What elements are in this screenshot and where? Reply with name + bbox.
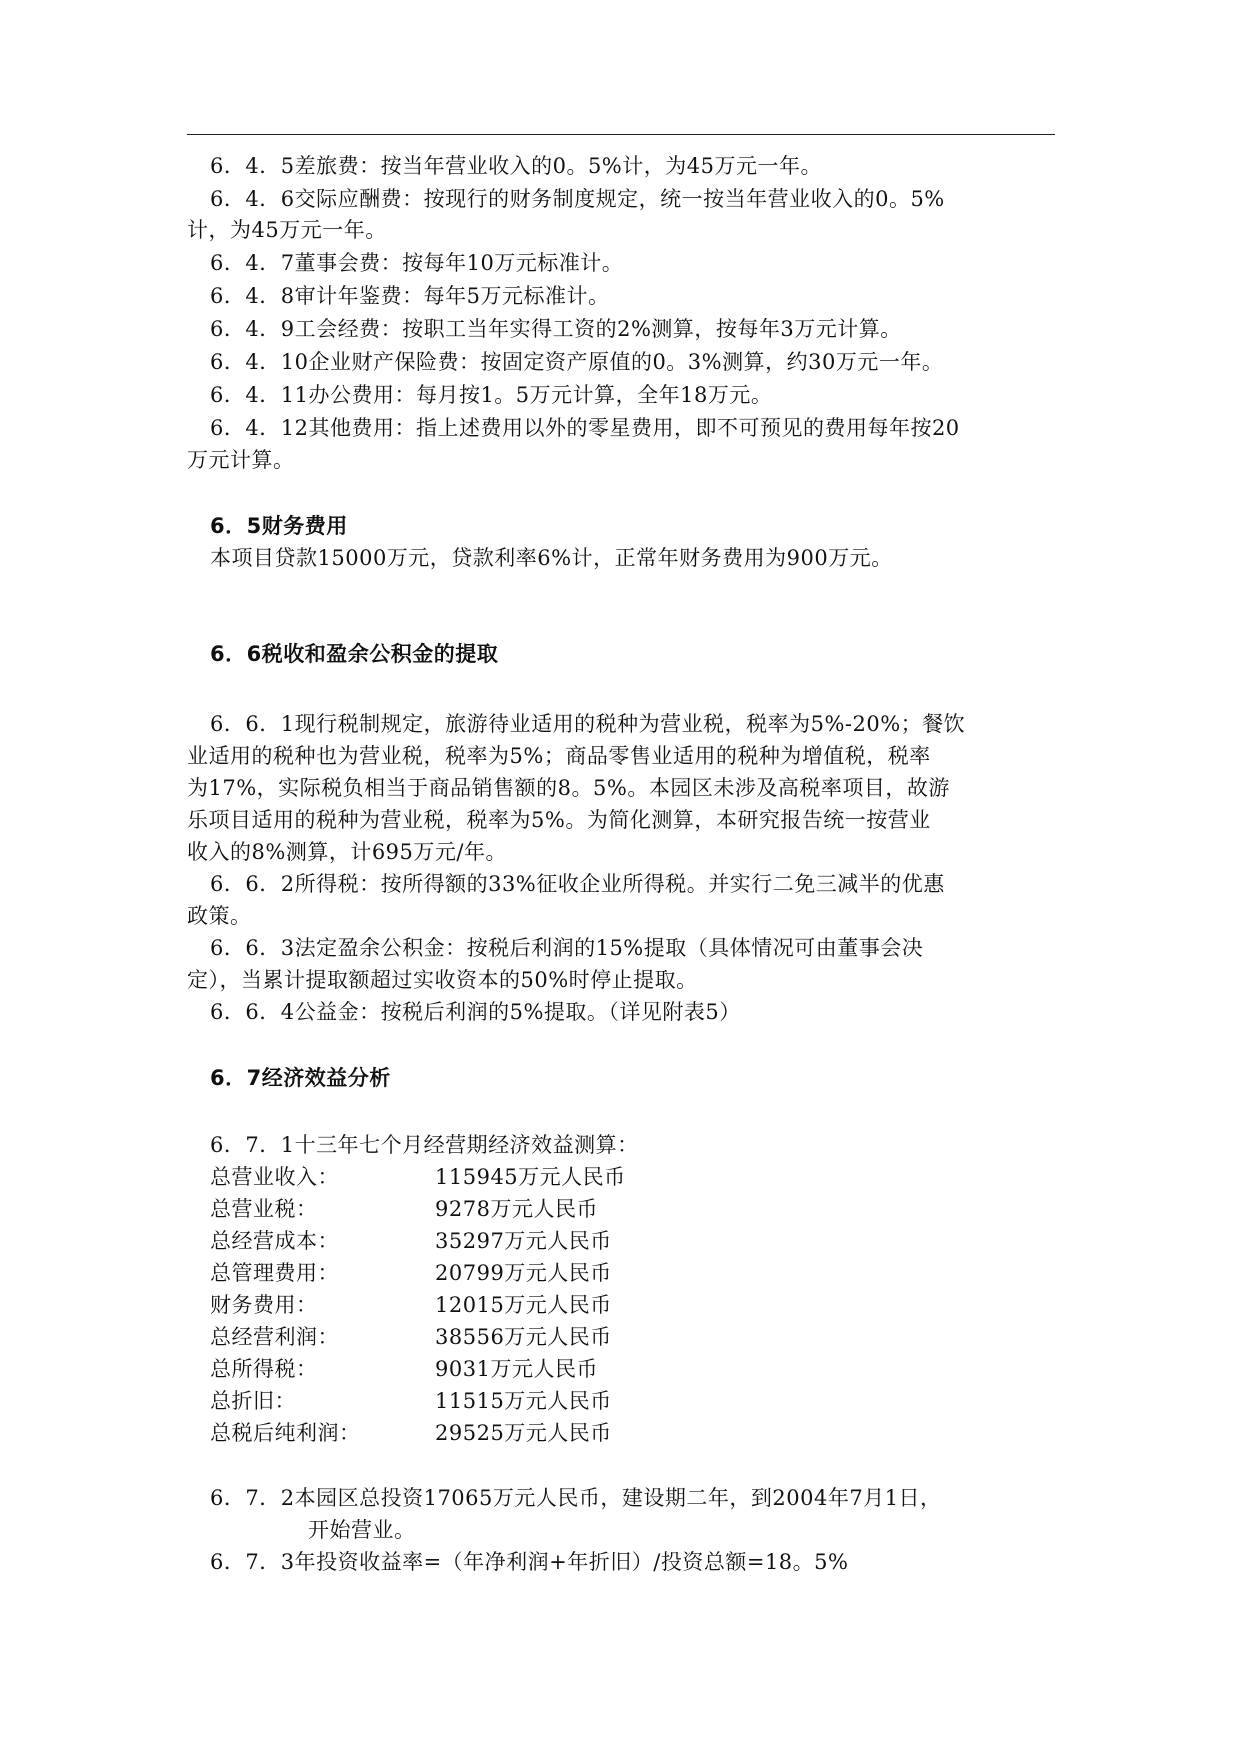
- item-6-4-11: 6．4．11办公费用：每月按1。5万元计算，全年18万元。: [210, 383, 773, 407]
- metric-label: 总折旧：: [210, 1389, 296, 1413]
- item-6-6-1: 6．6．1现行税制规定，旅游待业适用的税种为营业税，税率为5%-20%；餐饮: [210, 712, 966, 736]
- item-6-7-2: 6．7．2本园区总投资17065万元人民币，建设期二年，到2004年7月1日，: [210, 1486, 942, 1510]
- item-6-6-1-cont: 乐项目适用的税种为营业税，税率为5%。为简化测算，本研究报告统一按营业: [187, 808, 931, 832]
- item-6-6-1-cont: 收入的8%测算，计695万元/年。: [187, 840, 507, 864]
- metric-label: 总税后纯利润：: [210, 1421, 361, 1445]
- item-6-4-6: 6．4．6交际应酬费：按现行的财务制度规定，统一按当年营业收入的0。5%: [210, 187, 945, 211]
- metric-label: 财务费用：: [210, 1293, 318, 1317]
- item-6-6-3: 6．6．3法定盈余公积金：按税后利润的15%提取（具体情况可由董事会决: [210, 936, 924, 960]
- item-6-6-1-cont: 业适用的税种也为营业税，税率为5%；商品零售业适用的税种为增值税，税率: [187, 744, 931, 768]
- item-6-4-10: 6．4．10企业财产保险费：按固定资产原值的0。3%测算，约30万元一年。: [210, 350, 944, 374]
- heading-6-7: 6．7经济效益分析: [210, 1066, 391, 1090]
- metric-label: 总经营成本：: [210, 1229, 339, 1253]
- metric-value: 29525万元人民币: [435, 1421, 612, 1445]
- metric-value: 115945万元人民币: [435, 1165, 626, 1189]
- item-6-7-1: 6．7．1十三年七个月经营期经济效益测算：: [210, 1133, 639, 1157]
- metric-value: 20799万元人民币: [435, 1261, 612, 1285]
- item-6-6-4: 6．6．4公益金：按税后利润的5%提取。（详见附表5）: [210, 1000, 741, 1024]
- item-6-7-2-cont: 开始营业。: [308, 1518, 416, 1542]
- para-6-5: 本项目贷款15000万元，贷款利率6%计，正常年财务费用为900万元。: [210, 546, 893, 570]
- metric-value: 11515万元人民币: [435, 1389, 612, 1413]
- item-6-4-7: 6．4．7董事会费：按每年10万元标准计。: [210, 251, 624, 275]
- item-6-4-12: 6．4．12其他费用：指上述费用以外的零星费用，即不可预见的费用每年按20: [210, 416, 960, 440]
- item-6-4-5: 6．4．5差旅费：按当年营业收入的0。5%计，为45万元一年。: [210, 154, 822, 178]
- item-6-6-1-cont: 为17%，实际税负相当于商品销售额的8。5%。本园区未涉及高税率项目，故游: [187, 776, 950, 800]
- metric-label: 总管理费用：: [210, 1261, 339, 1285]
- item-6-4-9: 6．4．9工会经费：按职工当年实得工资的2%测算，按每年3万元计算。: [210, 317, 902, 341]
- item-6-4-8: 6．4．8审计年鉴费：每年5万元标准计。: [210, 284, 610, 308]
- item-6-4-6-cont: 计，为45万元一年。: [187, 218, 387, 242]
- metric-label: 总营业收入：: [210, 1165, 339, 1189]
- heading-6-6: 6．6税收和盈余公积金的提取: [210, 642, 499, 666]
- heading-6-5: 6．5财务费用: [210, 514, 348, 538]
- item-6-6-2-cont: 政策。: [187, 904, 252, 928]
- header-rule: [187, 134, 1055, 135]
- item-6-4-12-cont: 万元计算。: [187, 448, 295, 472]
- metric-label: 总经营利润：: [210, 1325, 339, 1349]
- metric-value: 38556万元人民币: [435, 1325, 612, 1349]
- metric-value: 9278万元人民币: [435, 1197, 598, 1221]
- metric-value: 35297万元人民币: [435, 1229, 612, 1253]
- item-6-6-3-cont: 定），当累计提取额超过实收资本的50%时停止提取。: [187, 968, 698, 992]
- item-6-6-2: 6．6．2所得税：按所得额的33%征收企业所得税。并实行二免三减半的优惠: [210, 872, 945, 896]
- metric-value: 9031万元人民币: [435, 1357, 598, 1381]
- metric-label: 总所得税：: [210, 1357, 318, 1381]
- metric-label: 总营业税：: [210, 1197, 318, 1221]
- metric-value: 12015万元人民币: [435, 1293, 612, 1317]
- item-6-7-3: 6．7．3年投资收益率=（年净利润+年折旧）/投资总额=18。5%: [210, 1550, 849, 1574]
